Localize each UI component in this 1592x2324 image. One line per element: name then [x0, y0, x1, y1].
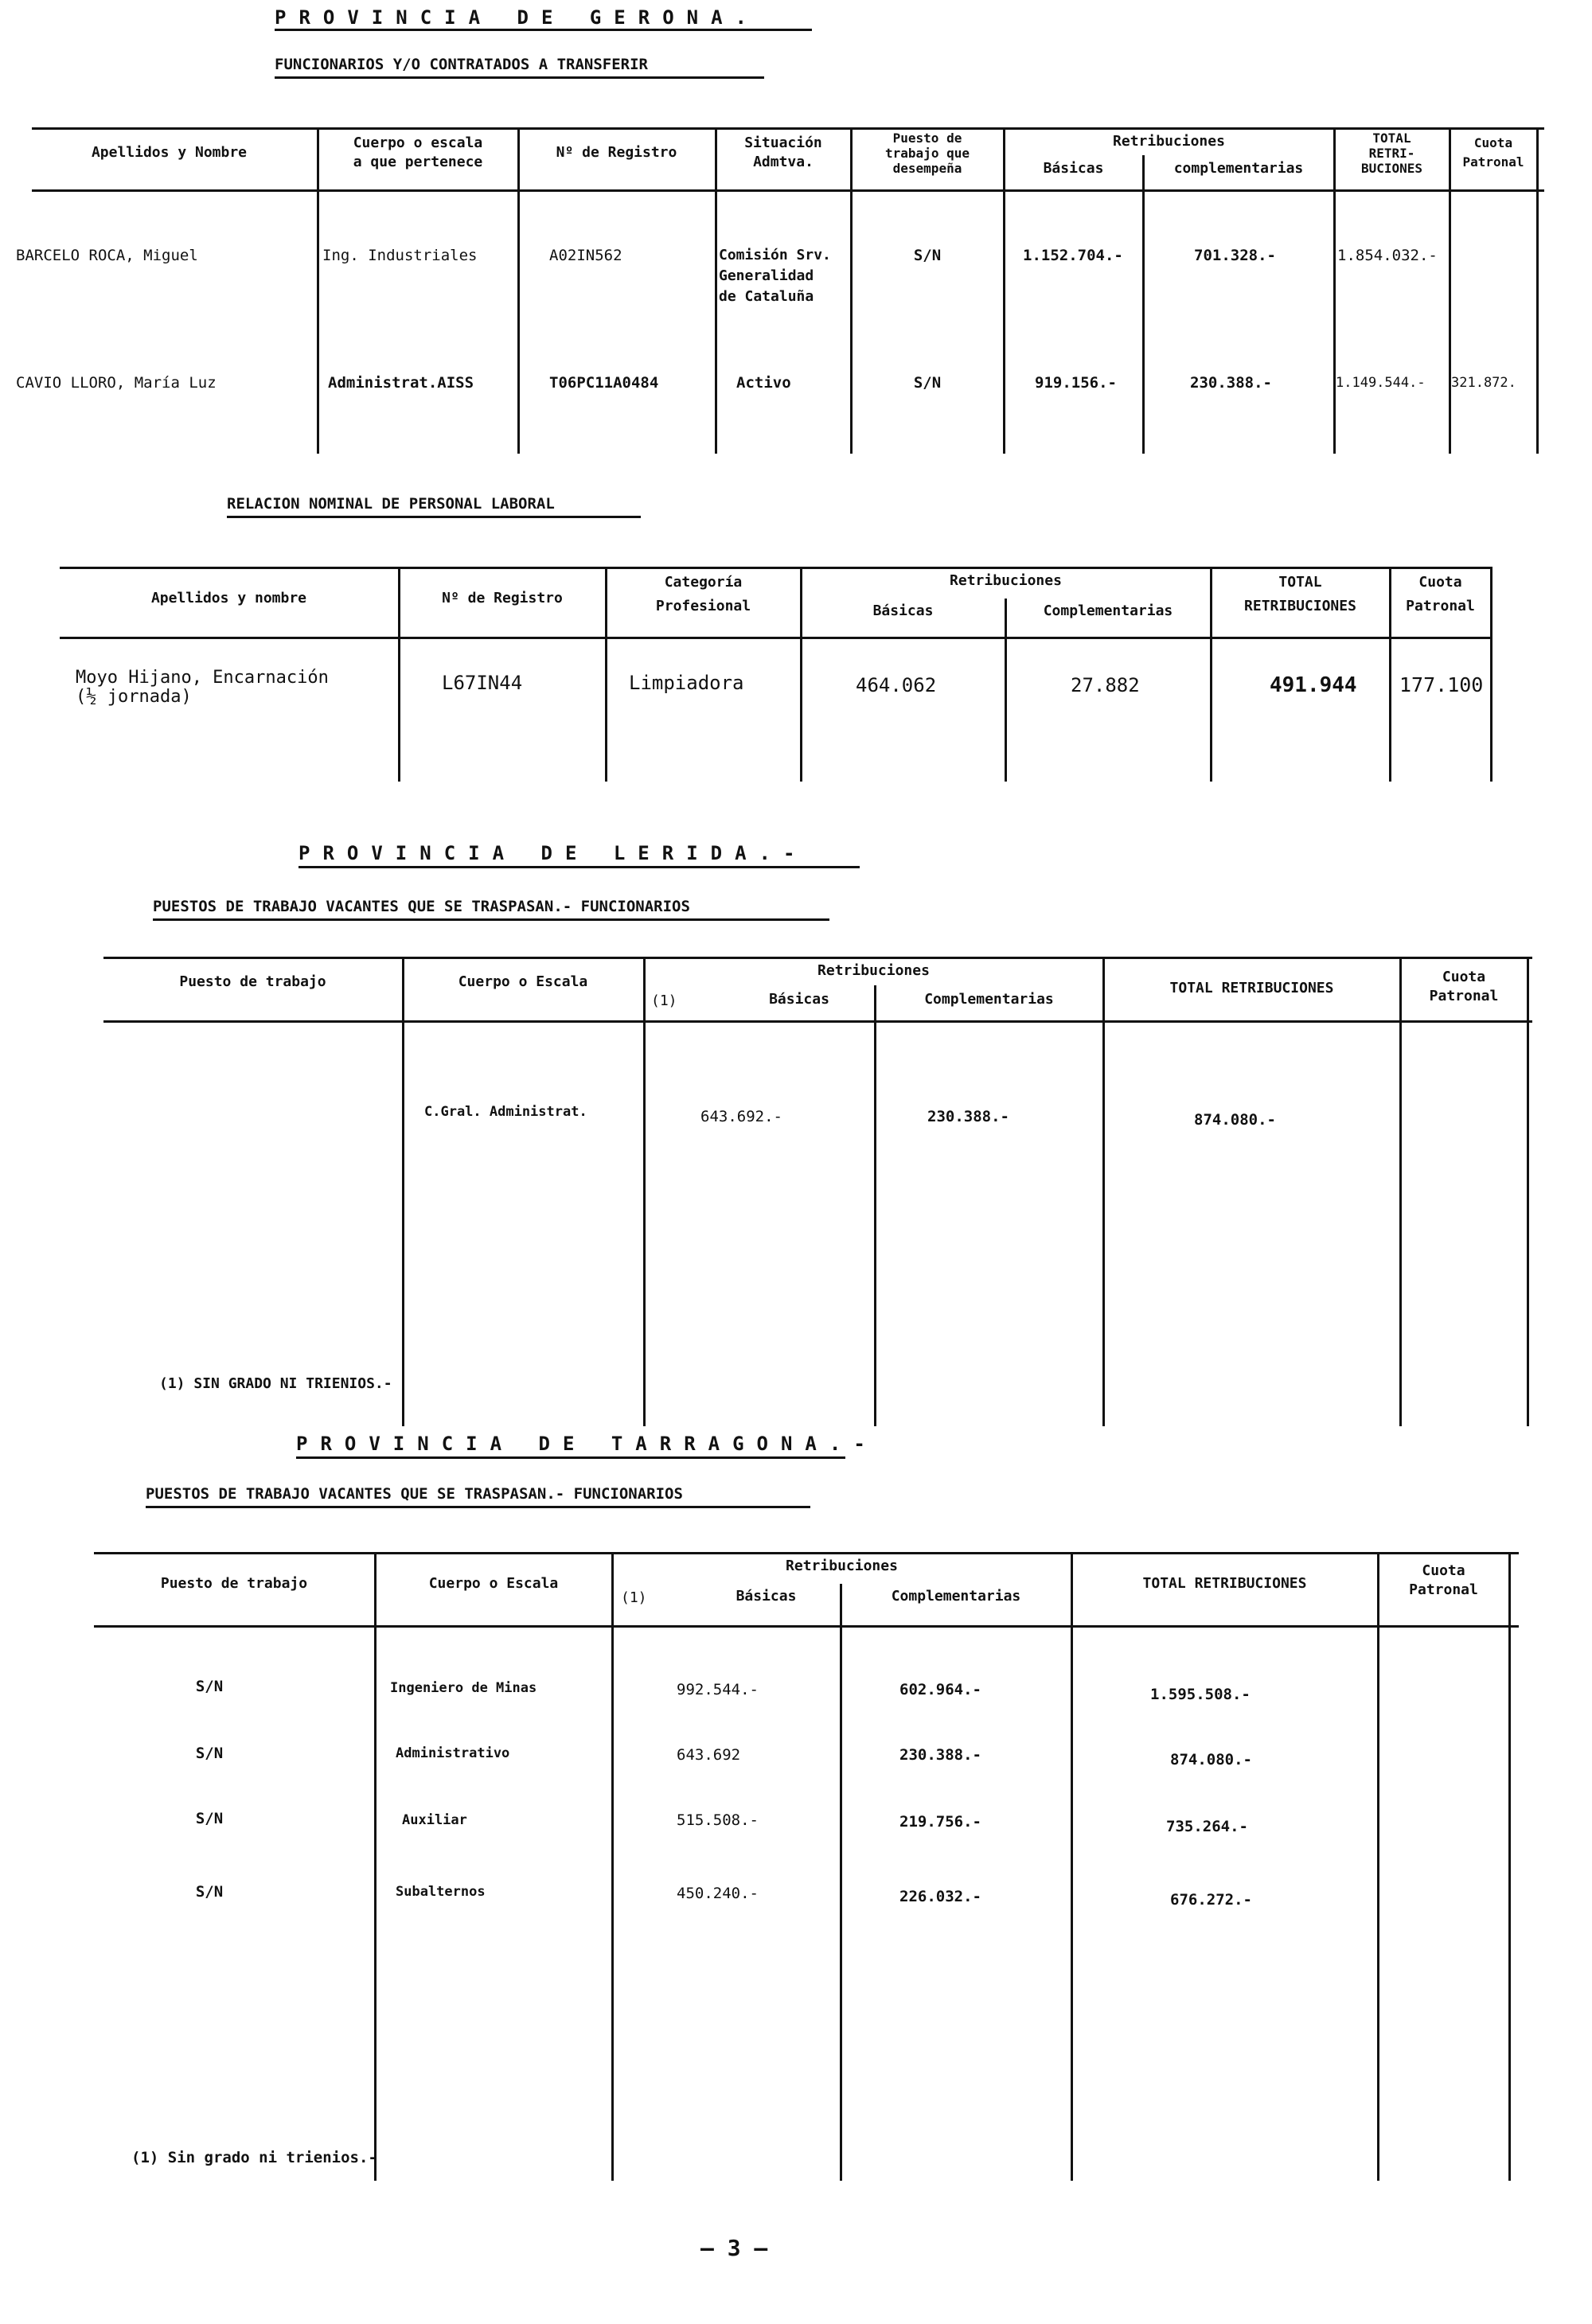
- header-categoria: Categoría Profesional: [655, 574, 751, 614]
- table-cell: S/N: [913, 247, 942, 264]
- column-rule: [374, 1552, 377, 2181]
- header-puesto: Puesto de trabajo: [179, 973, 326, 990]
- header-nombre: Apellidos y nombre: [150, 590, 307, 606]
- table-rule: [103, 1020, 1532, 1023]
- table-cell: 874.080.-: [1194, 1111, 1276, 1129]
- table-cell: 177.100: [1399, 673, 1484, 696]
- gerona-heading: PROVINCIA DE GERONA.: [275, 6, 759, 29]
- table-cell: CAVIO LLORO, María Luz: [16, 374, 217, 392]
- table-cell: 643.692.-: [700, 1108, 782, 1125]
- table-cell: 602.964.-: [899, 1681, 981, 1698]
- table-rule: [94, 1552, 1519, 1554]
- lerida-footnote: (1) SIN GRADO NI TRIENIOS.-: [159, 1375, 392, 1392]
- table-cell: 321.872.: [1451, 375, 1516, 391]
- table-cell: T06PC11A0484: [549, 374, 659, 392]
- column-rule: [1449, 127, 1451, 454]
- page-number: — 3 —: [700, 2235, 768, 2261]
- table-cell: 701.328.-: [1194, 247, 1276, 264]
- table-cell: 27.882: [1071, 674, 1140, 696]
- table-rule: [60, 637, 1492, 639]
- header-puesto: Puesto de trabajo: [160, 1575, 308, 1592]
- table-cell: 491.944: [1270, 673, 1357, 697]
- header-total: TOTAL RETRI- BUCIONES: [1360, 131, 1423, 176]
- tarragona-heading-underline: [296, 1456, 845, 1459]
- header-complementarias: Complementarias: [924, 991, 1054, 1008]
- header-complementarias: Complementarias: [891, 1588, 1021, 1605]
- column-rule: [1490, 567, 1492, 782]
- header-cuota: Cuota Patronal: [1429, 969, 1499, 1004]
- header-cuerpo: Cuerpo o Escala: [428, 1575, 559, 1592]
- table-cell: BARCELO ROCA, Miguel: [16, 247, 198, 264]
- header-cuerpo: Cuerpo o escala a que pertenece: [353, 135, 483, 170]
- header-retribuciones: Retribuciones: [950, 572, 1062, 589]
- table-cell: Auxiliar: [402, 1812, 467, 1828]
- gerona-subheading-underline: [275, 76, 764, 79]
- laboral-subheading: RELACION NOMINAL DE PERSONAL LABORAL: [227, 495, 555, 513]
- table-cell: Limpiadora: [629, 672, 744, 694]
- header-total: TOTAL RETRIBUCIONES: [1142, 1575, 1307, 1592]
- table-cell: Administrativo: [396, 1745, 510, 1761]
- header-nombre: Apellidos y Nombre: [91, 144, 248, 161]
- column-rule: [874, 985, 876, 1426]
- table-rule: [94, 1625, 1519, 1628]
- column-rule: [1102, 957, 1105, 1426]
- table-cell: S/N: [913, 374, 942, 392]
- lerida-heading: PROVINCIA DE LERIDA.-: [298, 842, 808, 864]
- table-cell: Ingeniero de Minas: [390, 1680, 537, 1696]
- table-cell: S/N: [195, 1883, 224, 1901]
- tarragona-subheading-underline: [146, 1506, 810, 1508]
- column-rule: [1527, 957, 1529, 1426]
- table-cell: 643.692: [677, 1746, 741, 1764]
- table-cell: Comisión Srv. Generalidad de Cataluña: [719, 247, 831, 305]
- table-cell: 992.544.-: [677, 1681, 759, 1698]
- table-cell: Activo: [736, 374, 791, 392]
- footnote-marker: (1): [651, 992, 677, 1009]
- table-cell: 226.032.-: [899, 1888, 981, 1905]
- table-cell: Ing. Industriales: [322, 247, 478, 264]
- header-total: TOTAL RETRIBUCIONES: [1244, 574, 1356, 614]
- table-cell: 1.152.704.-: [1023, 247, 1123, 264]
- column-rule: [1508, 1552, 1511, 2181]
- column-rule: [1399, 957, 1402, 1426]
- header-complementarias: Complementarias: [1043, 602, 1173, 619]
- tarragona-heading: PROVINCIA DE TARRAGONA.-: [296, 1433, 878, 1455]
- table-cell: 219.756.-: [899, 1813, 981, 1831]
- tarragona-footnote: (1) Sin grado ni trienios.-: [131, 2149, 377, 2166]
- table-cell: Subalternos: [396, 1884, 486, 1900]
- header-cuota: Cuota Patronal: [1406, 574, 1475, 614]
- lerida-heading-underline: [298, 866, 860, 868]
- table-cell: 919.156.-: [1035, 374, 1117, 392]
- laboral-subheading-underline: [227, 516, 641, 518]
- column-rule: [1071, 1552, 1073, 2181]
- table-cell: Administrat.AISS: [328, 374, 474, 392]
- header-total: TOTAL RETRIBUCIONES: [1169, 980, 1334, 996]
- header-cuota: Cuota Patronal: [1462, 135, 1524, 170]
- table-cell: 1.854.032.-: [1337, 247, 1438, 264]
- header-situacion: Situación Admtva.: [744, 135, 822, 170]
- column-rule: [1333, 127, 1336, 454]
- table-cell: A02IN562: [549, 247, 622, 264]
- column-rule: [1142, 155, 1145, 454]
- lerida-subheading: PUESTOS DE TRABAJO VACANTES QUE SE TRASPASAN.- FUNCIONARIOS: [153, 898, 690, 915]
- table-cell: 1.595.508.-: [1150, 1686, 1251, 1703]
- lerida-subheading-underline: [153, 918, 829, 921]
- table-cell: 874.080.-: [1170, 1751, 1252, 1768]
- table-rule: [60, 567, 1492, 569]
- column-rule: [1377, 1552, 1379, 2181]
- header-retribuciones: Retribuciones: [786, 1558, 898, 1574]
- table-cell: 1.149.544.-: [1336, 375, 1426, 391]
- gerona-heading-underline: [275, 29, 812, 31]
- table-cell: 676.272.-: [1170, 1891, 1252, 1909]
- column-rule: [850, 127, 853, 454]
- column-rule: [611, 1552, 614, 2181]
- table-cell: 450.240.-: [677, 1885, 759, 1902]
- tarragona-subheading: PUESTOS DE TRABAJO VACANTES QUE SE TRASPASAN.- FUNCIONARIOS: [146, 1485, 683, 1503]
- header-registro: Nº de Registro: [556, 144, 677, 161]
- header-basicas: Básicas: [872, 602, 934, 619]
- header-cuota: Cuota Patronal: [1409, 1562, 1478, 1598]
- table-rule: [32, 189, 1544, 192]
- table-cell: 230.388.-: [1190, 374, 1272, 392]
- header-basicas: Básicas: [1043, 160, 1104, 177]
- header-retribuciones: Retribuciones: [817, 962, 930, 979]
- table-cell: 464.062: [856, 674, 937, 696]
- column-rule: [840, 1584, 842, 2181]
- header-retribuciones: Retribuciones: [1113, 133, 1225, 150]
- table-rule: [103, 957, 1532, 959]
- header-puesto: Puesto de trabajo que desempeña: [885, 131, 970, 176]
- column-rule: [1005, 599, 1007, 782]
- table-cell: 230.388.-: [899, 1746, 981, 1764]
- table-cell: S/N: [195, 1678, 224, 1695]
- column-rule: [402, 957, 404, 1426]
- table-rule: [32, 127, 1544, 130]
- footnote-marker: (1): [621, 1589, 647, 1606]
- table-cell: S/N: [195, 1745, 224, 1762]
- header-cuerpo: Cuerpo o Escala: [458, 973, 588, 990]
- table-cell: C.Gral. Administrat.: [424, 1104, 587, 1120]
- column-rule: [317, 127, 319, 454]
- table-cell: L67IN44: [442, 672, 523, 694]
- header-basicas: Básicas: [736, 1588, 797, 1605]
- column-rule: [643, 957, 646, 1426]
- table-cell: 515.508.-: [677, 1811, 759, 1829]
- table-cell: 735.264.-: [1166, 1818, 1248, 1835]
- table-cell: Moyo Hijano, Encarnación (½ jornada): [76, 668, 329, 707]
- header-complementarias: complementarias: [1173, 160, 1304, 177]
- column-rule: [800, 567, 802, 782]
- header-registro: Nº de Registro: [442, 590, 563, 606]
- table-cell: 230.388.-: [927, 1108, 1009, 1125]
- table-cell: S/N: [195, 1810, 224, 1827]
- gerona-subheading: FUNCIONARIOS Y/O CONTRATADOS A TRANSFERIR: [275, 56, 648, 73]
- column-rule: [1536, 127, 1539, 454]
- column-rule: [517, 127, 520, 454]
- header-basicas: Básicas: [769, 991, 829, 1008]
- column-rule: [715, 127, 717, 454]
